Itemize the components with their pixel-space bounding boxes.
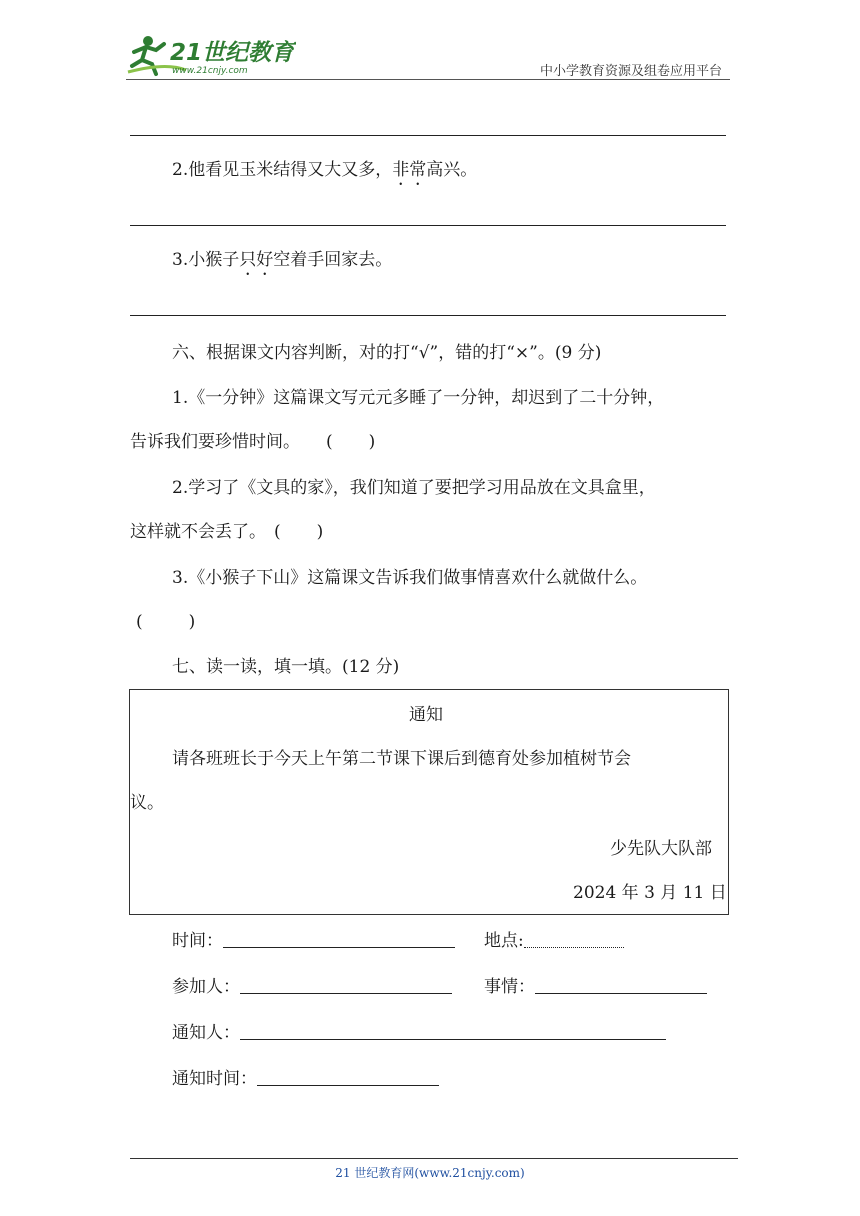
matter-label: 事情： [484, 977, 535, 997]
site-logo [126, 32, 296, 78]
notice-body-line2: 议。 [130, 793, 164, 813]
attendees-blank[interactable] [240, 975, 452, 994]
svg-text:www.21cnjy.com: www.21cnjy.com [172, 66, 248, 76]
question-5-3: 3.小猴子只好空着手回家去。 [172, 250, 393, 270]
notice-time-label: 通知时间： [172, 1069, 257, 1089]
answer-line [130, 315, 726, 316]
notice-date: 2024 年 3 月 11 日 [573, 883, 727, 903]
matter-field-row [484, 975, 707, 999]
footer-divider [130, 1158, 738, 1159]
place-blank[interactable] [524, 929, 624, 948]
answer-bracket[interactable]: ( ) [274, 522, 324, 542]
dotted-char: 好 [256, 250, 274, 270]
attendees-label: 参加人： [172, 977, 240, 997]
time-blank[interactable] [223, 929, 455, 948]
attendees-field-row [172, 975, 452, 999]
question-5-2: 2.他看见玉米结得又大又多，非常高兴。 [172, 160, 478, 180]
notifier-blank[interactable] [240, 1021, 666, 1040]
time-label: 时间： [172, 931, 223, 951]
notice-time-blank[interactable] [257, 1067, 439, 1086]
dotted-char: 非 [392, 160, 410, 180]
notice-body-line1: 请各班班长于今天上午第二节课下课后到德育处参加植树节会 [172, 749, 631, 769]
answer-bracket[interactable]: ( ) [326, 432, 376, 452]
notice-heading: 通知 [409, 705, 443, 725]
question-6-2-line1: 2.学习了《文具的家》，我们知道了要把学习用品放在文具盒里， [172, 478, 656, 498]
svg-text:21世纪教育: 21世纪教育 [170, 40, 295, 66]
place-field-row [484, 929, 624, 953]
dotted-char: 只 [239, 250, 257, 270]
place-label: 地点: [484, 931, 524, 951]
header-divider [126, 79, 730, 80]
question-6-3-bracket[interactable]: ( ) [136, 612, 196, 632]
section-7-title: 七、读一读，填一填。(12 分) [172, 657, 400, 677]
dotted-char: 常 [409, 160, 427, 180]
answer-line [130, 225, 726, 226]
answer-line [130, 135, 726, 136]
notifier-field-row [172, 1021, 666, 1045]
platform-name: 中小学教育资源及组卷应用平台 [540, 64, 723, 79]
question-6-1-line2: 告诉我们要珍惜时间。 ( ) [130, 432, 376, 452]
time-field-row [172, 929, 455, 953]
question-6-1-line1: 1.《一分钟》这篇课文写元元多睡了一分钟，却迟到了二十分钟， [172, 388, 665, 408]
question-6-3-line1: 3.《小猴子下山》这篇课文告诉我们做事情喜欢什么就做什么。 [172, 568, 648, 588]
question-6-2-line2: 这样就不会丢了。 ( ) [130, 522, 324, 542]
notice-time-field-row [172, 1067, 439, 1091]
notifier-label: 通知人： [172, 1023, 240, 1043]
section-6-title: 六、根据课文内容判断，对的打“√”，错的打“×”。(9 分) [172, 343, 602, 363]
matter-blank[interactable] [535, 975, 707, 994]
footer-link[interactable]: 21 世纪教育网(www.21cnjy.com) [335, 1166, 525, 1180]
runner-logo-icon [126, 32, 296, 78]
notice-signer: 少先队大队部 [610, 839, 712, 859]
